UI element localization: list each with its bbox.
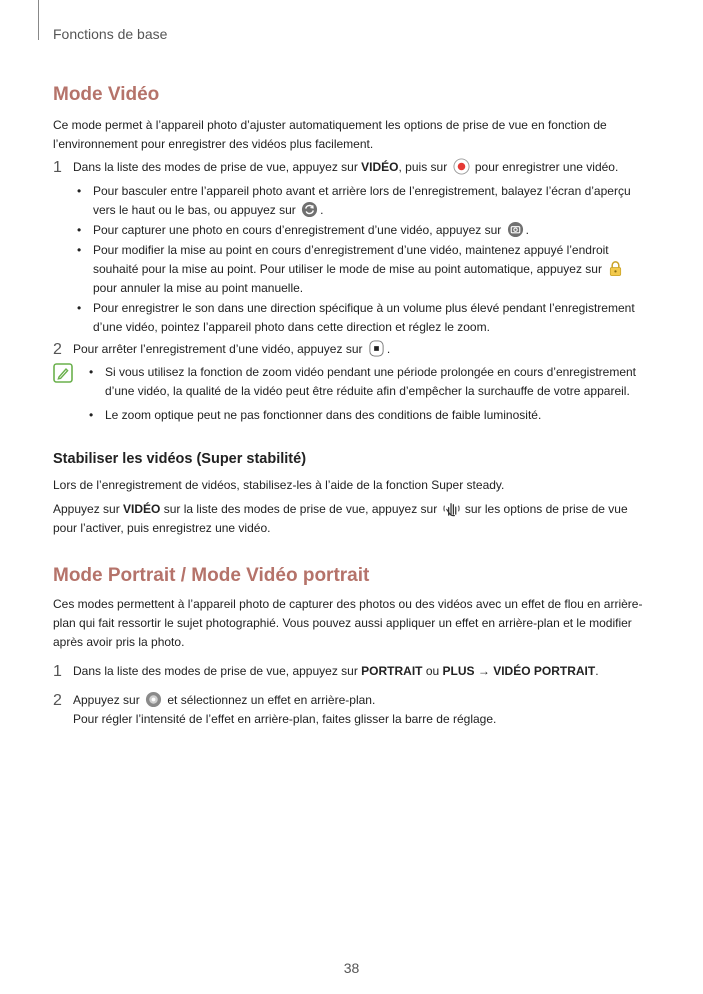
record-icon	[453, 158, 470, 175]
step-number: 2	[53, 341, 62, 358]
step-text: Dans la liste des modes de prise de vue, appuyez sur PORTRAIT ou PLUS → VIDÉO PORTRAIT.	[73, 664, 599, 678]
step-text: Pour arrêter l’enregistrement d’une vidéo, appuyez sur .	[73, 342, 391, 356]
note-list	[89, 363, 649, 425]
subsection-title-stabilize: Stabiliser les vidéos (Super stabilité)	[53, 451, 307, 467]
capture-photo-icon	[507, 221, 524, 238]
step-number: 2	[53, 692, 62, 709]
list-item: • Pour enregistrer le son dans une direction spécifique à un volume plus élevé pendant l’enregistrement d’une vidéo, pointez l’appareil photo dans cette direction et réglez le zoom.	[77, 301, 635, 334]
note-box	[53, 363, 649, 425]
mode-video-bullets	[53, 182, 649, 337]
mode-video-step-1	[53, 158, 649, 177]
stop-icon	[368, 340, 385, 357]
page-number: 38	[343, 960, 360, 976]
chapter-title: Fonctions de base	[53, 26, 168, 42]
list-item: • Pour basculer entre l’appareil photo avant et arrière lors de l’enregistrement, balayez l’écran d’aperçu vers le haut ou le bas, ou appuyez sur .	[77, 184, 631, 217]
step-number: 1	[53, 663, 62, 680]
note-item: • Si vous utilisez la fonction de zoom vidéo pendant une période prolongée en cours d’enregistrement d’une vidéo, la qualité de la vidéo peut être réduite afin d’empêcher la surchauffe de votre appareil.	[89, 365, 636, 398]
portrait-step-1	[53, 662, 649, 681]
stabilize-paragraph-1: Lors de l’enregistrement de vidéos, stabilisez-les à l’aide de la fonction Super steady.	[53, 478, 505, 492]
step-text: Appuyez sur et sélectionnez un effet en arrière-plan. Pour régler l’intensité de l’effet en arrière-plan, faites glisser la barre de réglage.	[73, 693, 497, 726]
switch-camera-icon	[301, 201, 318, 218]
list-item: • Pour modifier la mise au point en cours d’enregistrement d’une vidéo, maintenez appuyé l’endroit souhaité pour la mise au point. Pour utiliser le mode de mise au point automatique, appuyez sur pour annuler la mise au point manuelle.	[53, 241, 649, 298]
list-item: • Pour capturer une photo en cours d’enregistrement d’une vidéo, appuyez sur .	[77, 223, 529, 237]
note-item: • Le zoom optique peut ne pas fonctionner dans des conditions de faible luminosité.	[89, 408, 542, 422]
focus-lock-icon	[607, 260, 624, 277]
step-number: 1	[53, 159, 62, 176]
super-steady-hand-icon	[443, 500, 460, 517]
page-content	[53, 84, 649, 729]
mode-video-step-2	[53, 340, 649, 359]
portrait-intro: Ces modes permettent à l’appareil photo de capturer des photos ou des vidéos avec un effet de flou en arrière-plan qui fait ressortir le sujet photographié. Vous pouvez aussi appliquer un effet en arrière-plan et le modifier après avoir pris la photo.	[53, 597, 643, 649]
step-text: Dans la liste des modes de prise de vue, appuyez sur VIDÉO, puis sur pour enregistrer une vidéo.	[73, 160, 619, 174]
section-title-mode-video: Mode Vidéo	[53, 84, 160, 105]
note-pencil-icon	[53, 363, 73, 383]
note-icon-wrap	[53, 363, 105, 425]
mode-video-intro: Ce mode permet à l’appareil photo d’ajuster automatiquement les options de prise de vue en fonction de l’environnement pour enregistrer des vidéos plus facilement.	[53, 118, 607, 151]
stabilize-paragraph-2: Appuyez sur VIDÉO sur la liste des modes de prise de vue, appuyez sur sur les options de prise de vue pour l’activer, puis enregistrez une vidéo.	[53, 502, 628, 535]
margin-rule	[38, 0, 39, 40]
background-effect-icon	[145, 691, 162, 708]
portrait-step-2	[53, 691, 649, 729]
section-title-portrait: Mode Portrait / Mode Vidéo portrait	[53, 565, 370, 586]
